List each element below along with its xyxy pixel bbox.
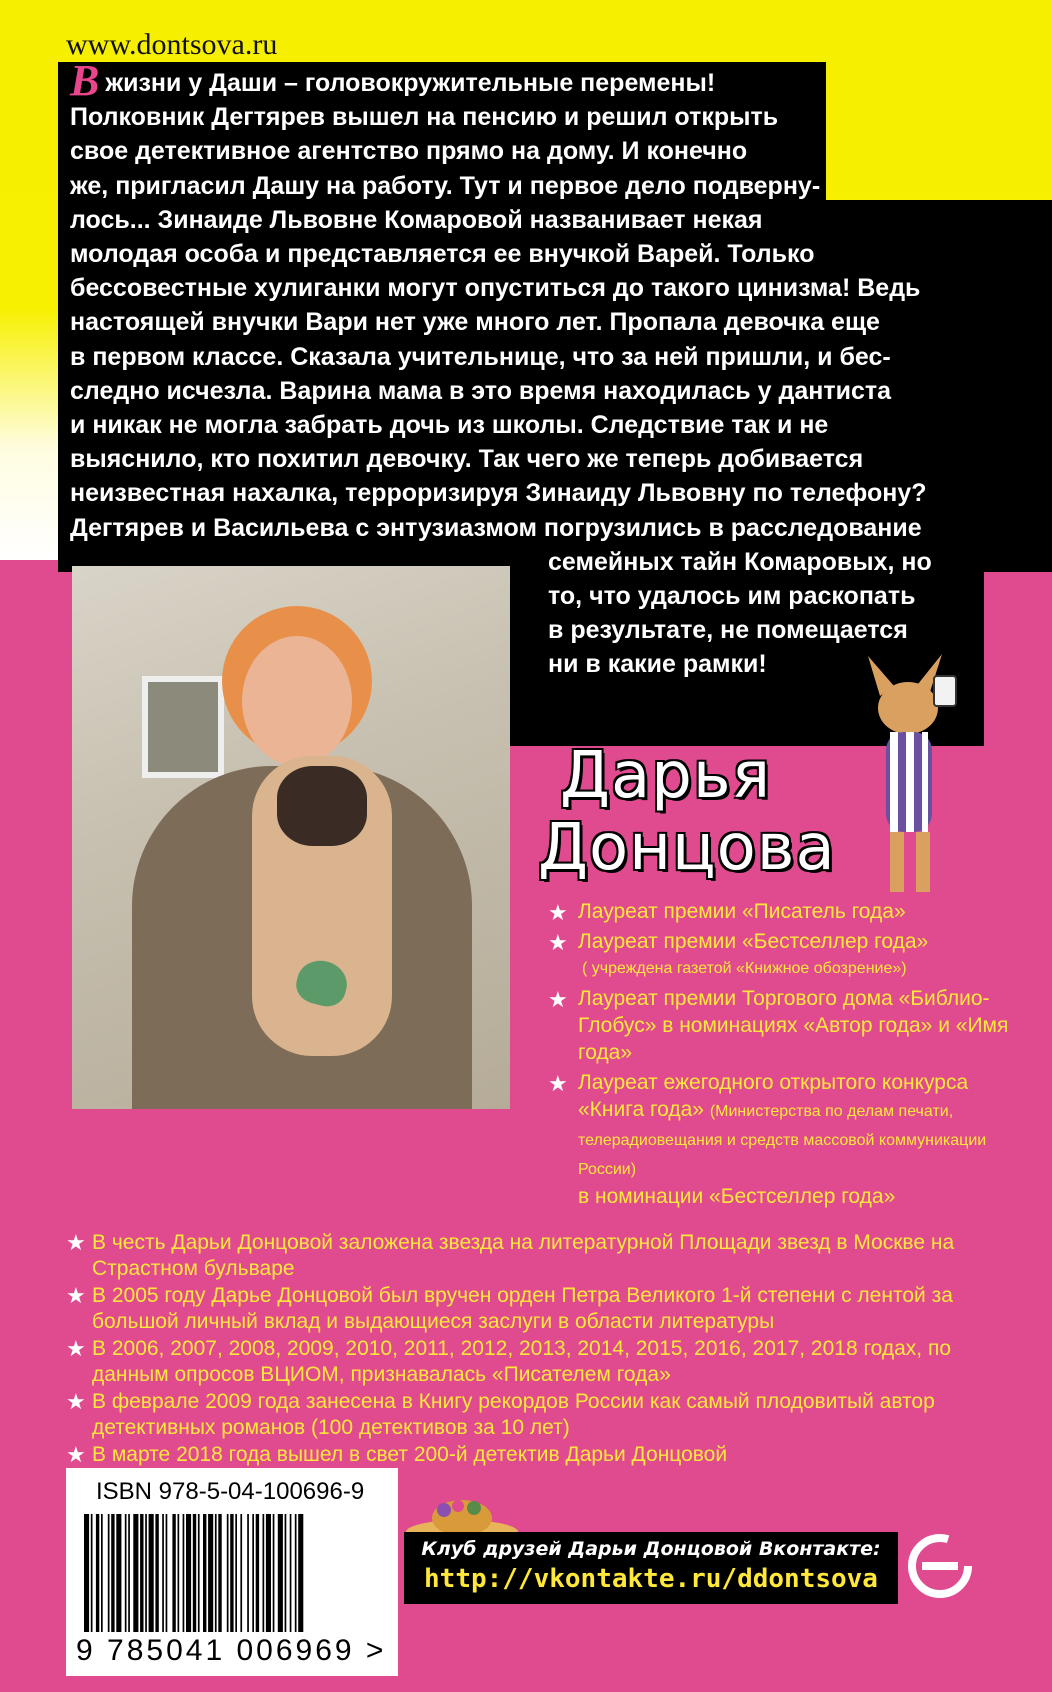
site-url[interactable]: www.dontsova.ru — [66, 28, 278, 61]
barcode-bar — [230, 1514, 233, 1632]
barcode-bar — [252, 1514, 254, 1632]
blurb-line: выяснило, кто похитил девочку. Так чего же теперь добивается — [70, 445, 864, 474]
awards-list — [548, 898, 1018, 1213]
award-item: ★ Лауреат премии «Бестселлер года» ( учреждена газетой «Книжное обозрение») — [548, 928, 1018, 982]
barcode-box — [66, 1468, 398, 1676]
blurb-first-line: Вжизни у Даши – головокружительные перемены! — [70, 56, 716, 105]
barcode-bar — [193, 1514, 196, 1632]
star-icon: ★ — [66, 1389, 86, 1414]
blurb-line: бессовестные хулиганки могут опуститься до такого цинизма! Ведь — [70, 274, 921, 303]
barcode-bar — [125, 1514, 127, 1632]
barcode-bar — [140, 1514, 143, 1632]
barcode-bar — [111, 1514, 114, 1632]
star-icon: ★ — [66, 1283, 86, 1308]
pug-face — [277, 766, 367, 846]
barcode-bar — [290, 1514, 292, 1632]
blurb-line: настоящей внучки Вари нет уже много лет. Пропала девочка еще — [70, 308, 880, 337]
author-face — [242, 636, 352, 766]
facts-list — [66, 1230, 1026, 1469]
blurb-line: в результате, не помещается — [548, 616, 908, 645]
barcode-bar — [162, 1514, 164, 1632]
blurb-line: неизвестная нахалка, терроризируя Зинаиду Львовну по телефону? — [70, 479, 927, 508]
blurb-line: ни в какие рамки! — [548, 650, 767, 679]
barcode-bar — [247, 1514, 249, 1632]
barcode-bar — [116, 1514, 121, 1632]
blurb-line: в первом классе. Сказала учительнице, что за ней пришли, и бес- — [70, 342, 891, 371]
fact-item: ★ В честь Дарьи Донцовой заложена звезда на литературной Площади звезд в Москве на Страстном бульваре — [66, 1230, 955, 1280]
barcode-bar — [235, 1514, 237, 1632]
barcode-bar — [183, 1514, 185, 1632]
barcode-bar — [128, 1514, 130, 1632]
chihuahua-illustration — [838, 648, 978, 918]
barcode-bar — [263, 1514, 265, 1632]
blurb-line: следно исчезла. Варина мама в это время находилась у дантиста — [70, 376, 892, 405]
blurb-line: же, пригласил Дашу на работу. Тут и первое дело подверну- — [70, 171, 821, 200]
star-icon: ★ — [66, 1230, 86, 1255]
club-title: Клуб друзей Дарьи Донцовой Вконтакте: — [421, 1538, 881, 1560]
blurb-line: лось... Зинаиде Львовне Комаровой названивает некая — [70, 205, 763, 234]
blurb-line: Полковник Дегтярев вышел на пенсию и решил открыть — [70, 103, 779, 132]
barcode-bar — [298, 1514, 303, 1632]
barcode-bar — [273, 1514, 275, 1632]
author-photo — [72, 566, 510, 1109]
barcode-bar — [278, 1514, 283, 1632]
barcode-bar — [218, 1514, 221, 1632]
blurb-line: свое детективное агентство прямо на дому. И конечно — [70, 137, 748, 166]
star-icon: ★ — [548, 987, 568, 1012]
barcode-bar — [133, 1514, 138, 1632]
barcode-bar — [186, 1514, 191, 1632]
barcode-bar — [91, 1514, 93, 1632]
eksmo-logo-icon — [908, 1534, 972, 1598]
barcode-bars — [84, 1514, 382, 1632]
fact-item: ★ В 2006, 2007, 2008, 2009, 2010, 2011, 2012, 2013, 2014, 2015, 2016, 2017, 2018 годах, по данным опросов ВЦИОМ, признавалась «Писателем года» — [66, 1336, 952, 1386]
drop-cap: В — [70, 56, 100, 105]
barcode-digits: 9 785041 006969 > — [76, 1634, 387, 1667]
isbn-label: ISBN 978-5-04-100696-9 — [96, 1478, 365, 1505]
barcode-bar — [178, 1514, 180, 1632]
barcode-bar — [145, 1514, 147, 1632]
star-icon: ★ — [548, 1071, 568, 1096]
star-icon: ★ — [548, 930, 568, 955]
barcode-bar — [285, 1514, 287, 1632]
barcode-bar — [172, 1514, 175, 1632]
author-last-name: Донцова — [538, 811, 836, 885]
author-name — [538, 739, 836, 885]
barcode-bar — [149, 1514, 154, 1632]
club-banner — [404, 1532, 898, 1604]
award-item: ★ Лауреат ежегодного открытого конкурса «Книга года» (Министерства по делам печати, телерадиовещания и средств массовой коммуникации России) в номинации «Бестселлер года» — [548, 1069, 1018, 1210]
barcode-bar — [203, 1514, 206, 1632]
barcode-bar — [96, 1514, 99, 1632]
award-item: ★ Лауреат премии Торгового дома «Библио-Глобус» в номинациях «Автор года» и «Имя года» — [548, 987, 1009, 1064]
star-icon: ★ — [66, 1336, 86, 1361]
barcode-bar — [266, 1514, 271, 1632]
club-link[interactable]: http://vkontakte.ru/ddontsova — [424, 1564, 878, 1594]
award-tail: в номинации «Бестселлер года» — [578, 1185, 896, 1208]
barcode-bar — [198, 1514, 200, 1632]
barcode-bar — [295, 1514, 297, 1632]
barcode-bar — [256, 1514, 259, 1632]
fact-item: ★ В марте 2018 года вышел в свет 200-й детектив Дарьи Донцовой — [66, 1442, 728, 1467]
barcode-bar — [166, 1514, 168, 1632]
barcode-bar — [240, 1514, 242, 1632]
award-note: (Министерства по делам печати, телерадиовещания и средств массовой коммуникации России) — [578, 1103, 987, 1178]
star-icon: ★ — [548, 900, 568, 925]
barcode-bar — [215, 1514, 217, 1632]
blurb-line: и никак не могла забрать дочь из школы. Следствие так и не — [70, 411, 829, 440]
blurb-line: Дегтярев и Васильева с энтузиазмом погрузились в расследование — [70, 513, 922, 542]
award-item: ★ Лауреат премии «Писатель года» — [548, 900, 906, 925]
star-icon: ★ — [66, 1442, 86, 1467]
barcode-bar — [108, 1514, 110, 1632]
barcode-bar — [227, 1514, 229, 1632]
barcode-bar — [155, 1514, 158, 1632]
blurb-line: молодая особа и представляется ее внучкой Варей. Только — [70, 240, 815, 269]
fact-item: ★ В 2005 году Дарье Донцовой был вручен орден Петра Великого 1-й степени с лентой за большой личный вклад и выдающиеся заслуги в области литературы — [66, 1283, 953, 1333]
fact-item: ★ В феврале 2009 года занесена в Книгу рекордов России как самый плодовитый автор детективных романов (100 детективов за 10 лет) — [66, 1389, 935, 1439]
blurb-line: то, что удалось им раскопать — [548, 582, 916, 611]
barcode-bar — [101, 1514, 103, 1632]
barcode-bar — [84, 1514, 89, 1632]
award-note: ( учреждена газетой «Книжное обозрение») — [582, 960, 907, 977]
barcode-bar — [208, 1514, 213, 1632]
author-first-name: Дарья — [560, 739, 772, 813]
wall-picture — [142, 676, 224, 778]
blurb-line: семейных тайн Комаровых, но — [548, 547, 932, 576]
